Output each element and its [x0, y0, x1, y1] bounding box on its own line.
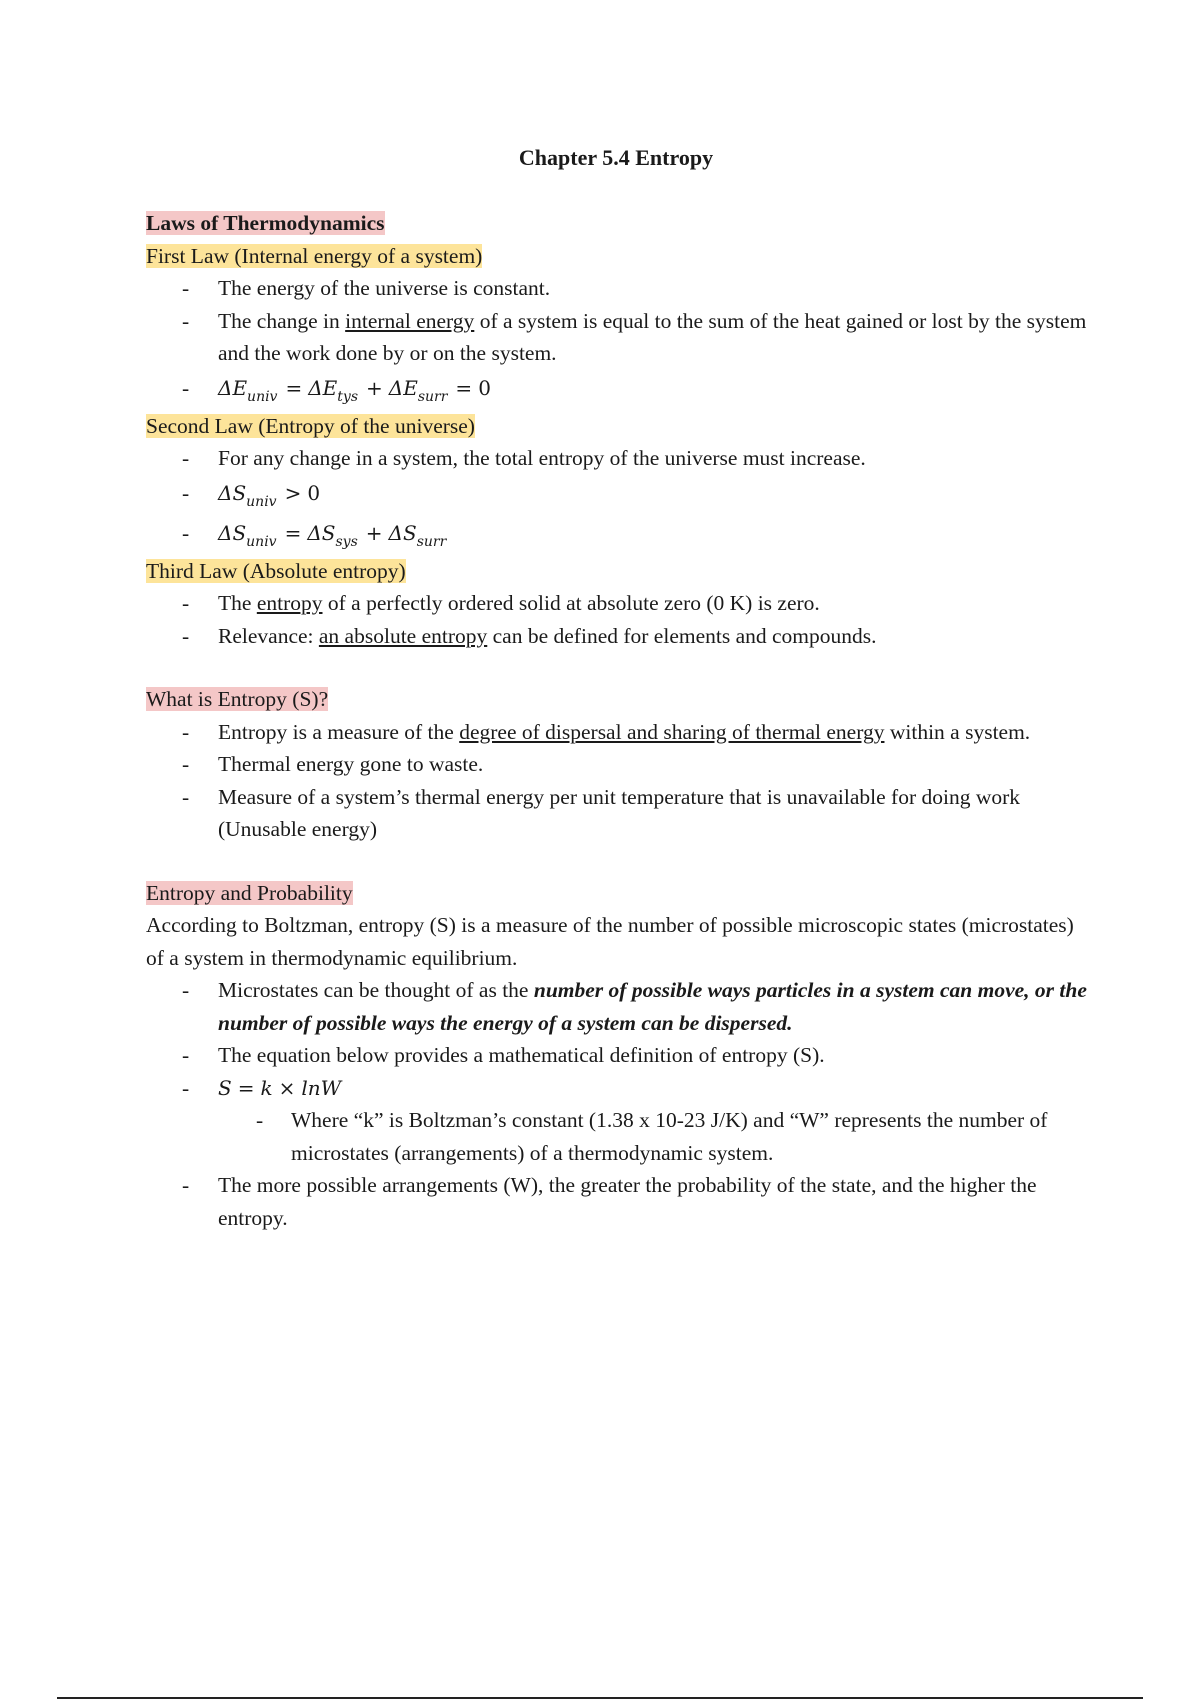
what-is-entropy-heading: What is Entropy (S)?: [146, 687, 329, 711]
list-item: - Thermal energy gone to waste.: [182, 752, 484, 776]
list-item: - Relevance: an absolute entropy can be defined for elements and compounds.: [182, 623, 877, 648]
list-item: - Entropy is a measure of the degree of dispersal and sharing of thermal energy within a system.: [182, 719, 1031, 744]
sub-list-item: - Where “k” is Boltzman’s constant (1.38 x 10-23 J/K) and “W” represents the number of microstates (arrangements) of a thermodynamic system.: [256, 1108, 1048, 1165]
list-item: - The energy of the universe is constant.: [182, 276, 551, 300]
laws-heading: Laws of Thermodynamics: [146, 211, 385, 235]
second-law-heading: Second Law (Entropy of the universe): [146, 413, 475, 438]
third-law-heading: Third Law (Absolute entropy): [146, 558, 406, 583]
probability-intro: According to Boltzman, entropy (S) is a measure of the number of possible microscopic states (microstates) of a system in thermodynamic equilibrium.: [146, 913, 1074, 970]
probability-heading: Entropy and Probability: [146, 880, 353, 905]
page-title: Chapter 5.4 Entropy: [518, 145, 714, 170]
equation-second-law-2: - $\Delta S_{univ} = \Delta S_{sys} + \Delta S_{surr}$: [182, 520, 447, 550]
list-item: - Microstates can be thought of as the number of possible ways particles in a system can move, or the number of possible ways the energy of a system can be dispersed.: [182, 978, 1087, 1035]
list-item: - For any change in a system, the total entropy of the universe must increase.: [182, 446, 866, 470]
list-item: - The more possible arrangements (W), the greater the probability of the state, and the higher the entropy.: [182, 1173, 1037, 1230]
equation-first-law: - $\Delta E_{univ} = \Delta E_{tys} + \Delta E_{surr} = 0$: [182, 375, 491, 405]
equation-second-law-1: - $\Delta S_{univ} > 0$: [182, 480, 321, 510]
list-item: - Measure of a system’s thermal energy per unit temperature that is unavailable for doing work (Unusable energy): [182, 784, 1021, 841]
list-item: - The change in internal energy of a system is equal to the sum of the heat gained or lost by the system and the work done by or on the system.: [182, 308, 1087, 365]
first-law-heading: First Law (Internal energy of a system): [146, 243, 483, 268]
list-item: - The entropy of a perfectly ordered solid at absolute zero (0 K) is zero.: [182, 591, 820, 615]
equation-boltzmann: - S = k × lnW: [182, 1075, 342, 1100]
bottom-rule: [57, 1697, 1143, 1699]
notes-content: [146, 207, 1096, 1234]
list-item: - The equation below provides a mathematical definition of entropy (S).: [182, 1043, 825, 1067]
